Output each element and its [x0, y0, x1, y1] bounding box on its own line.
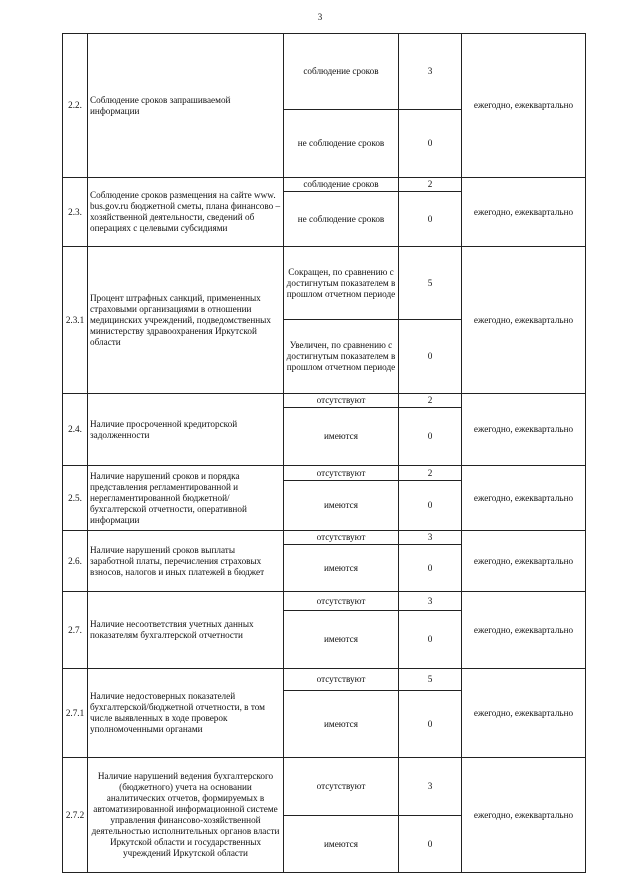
item-number: 2.5.: [63, 466, 88, 531]
item-description: Наличие нарушений сроков выплаты заработной платы, перечисления страховых взносов, налогов и иных платежей в бюджет: [88, 531, 284, 592]
criterion-label: Сокращен, по сравнению с достигнутым показателем в прошлом отчетном периоде: [284, 247, 399, 320]
reporting-period: ежегодно, ежеквартально: [462, 669, 586, 758]
table-row: [63, 592, 586, 611]
criterion-score: 0: [399, 192, 462, 247]
table-row: [63, 531, 586, 545]
criterion-score: 2: [399, 394, 462, 408]
item-description: Наличие просроченной кредиторской задолженности: [88, 394, 284, 466]
reporting-period: ежегодно, ежеквартально: [462, 178, 586, 247]
criterion-score: 5: [399, 669, 462, 691]
item-description: Наличие нарушений ведения бухгалтерского (бюджетного) учета на основании аналитических отчетов, формируемых в автоматизированной информационной системе управления финансово-хозяйственной деятельностью исполнительных органов власти Иркутской области и государственных учреждений Иркутской области: [88, 758, 284, 873]
criterion-score: 2: [399, 178, 462, 192]
item-description: Наличие недостоверных показателей бухгалтерской/бюджетной отчетности, в том числе выявленных в ходе проверок уполномоченными органами: [88, 669, 284, 758]
criterion-label: имеются: [284, 545, 399, 592]
table-row: [63, 178, 586, 192]
reporting-period: ежегодно, ежеквартально: [462, 466, 586, 531]
criterion-score: 0: [399, 816, 462, 873]
criterion-label: отсутствуют: [284, 466, 399, 481]
reporting-period: ежегодно, ежеквартально: [462, 34, 586, 178]
item-description: Соблюдение сроков размещения на сайте www. bus.gov.ru бюджетной сметы, плана финансово – хозяйственной деятельности, сведений об операциях с целевыми субсидиями: [88, 178, 284, 247]
criterion-label: соблюдение сроков: [284, 178, 399, 192]
criterion-label: отсутствуют: [284, 669, 399, 691]
criterion-score: 2: [399, 466, 462, 481]
criterion-score: 3: [399, 592, 462, 611]
reporting-period: ежегодно, ежеквартально: [462, 394, 586, 466]
page-number: 3: [317, 12, 323, 22]
item-number: 2.7.1: [63, 669, 88, 758]
criterion-score: 0: [399, 481, 462, 531]
item-description: Процент штрафных санкций, примененных страховыми организациями в отношении медицинских учреждений, подведомственных министерству здравоохранения Иркутской области: [88, 247, 284, 394]
criterion-label: отсутствуют: [284, 394, 399, 408]
criterion-label: не соблюдение сроков: [284, 192, 399, 247]
item-number: 2.7.2: [63, 758, 88, 873]
criterion-score: 0: [399, 408, 462, 466]
criterion-label: имеются: [284, 408, 399, 466]
table-row: [63, 466, 586, 481]
table-row: [63, 394, 586, 408]
item-description: Наличие несоответствия учетных данных показателям бухгалтерской отчетности: [88, 592, 284, 669]
item-number: 2.7.: [63, 592, 88, 669]
criterion-score: 5: [399, 247, 462, 320]
item-number: 2.3.1: [63, 247, 88, 394]
item-number: 2.6.: [63, 531, 88, 592]
criterion-score: 3: [399, 531, 462, 545]
criterion-label: отсутствуют: [284, 758, 399, 816]
table-row: [63, 247, 586, 320]
criterion-label: имеются: [284, 611, 399, 669]
table-row: [63, 34, 586, 110]
criterion-label: отсутствуют: [284, 592, 399, 611]
criterion-label: имеются: [284, 691, 399, 758]
criterion-score: 0: [399, 691, 462, 758]
criterion-score: 0: [399, 611, 462, 669]
criterion-label: имеются: [284, 816, 399, 873]
criterion-label: соблюдение сроков: [284, 34, 399, 110]
criterion-label: Увеличен, по сравнению с достигнутым показателем в прошлом отчетном периоде: [284, 320, 399, 394]
item-number: 2.4.: [63, 394, 88, 466]
reporting-period: ежегодно, ежеквартально: [462, 758, 586, 873]
reporting-period: ежегодно, ежеквартально: [462, 247, 586, 394]
criterion-label: имеются: [284, 481, 399, 531]
reporting-period: ежегодно, ежеквартально: [462, 592, 586, 669]
table-row: [63, 669, 586, 691]
criterion-score: 0: [399, 545, 462, 592]
criterion-label: отсутствуют: [284, 531, 399, 545]
criterion-score: 3: [399, 34, 462, 110]
table-row: [63, 758, 586, 816]
item-description: Соблюдение сроков запрашиваемой информации: [88, 34, 284, 178]
criteria-table: [62, 33, 586, 873]
criterion-score: 0: [399, 320, 462, 394]
criterion-score: 0: [399, 110, 462, 178]
criterion-score: 3: [399, 758, 462, 816]
item-number: 2.3.: [63, 178, 88, 247]
reporting-period: ежегодно, ежеквартально: [462, 531, 586, 592]
item-number: 2.2.: [63, 34, 88, 178]
criterion-label: не соблюдение сроков: [284, 110, 399, 178]
item-description: Наличие нарушений сроков и порядка представления регламентированной и нерегламентированной бюджетной/бухгалтерской отчетности, оперативной информации: [88, 466, 284, 531]
